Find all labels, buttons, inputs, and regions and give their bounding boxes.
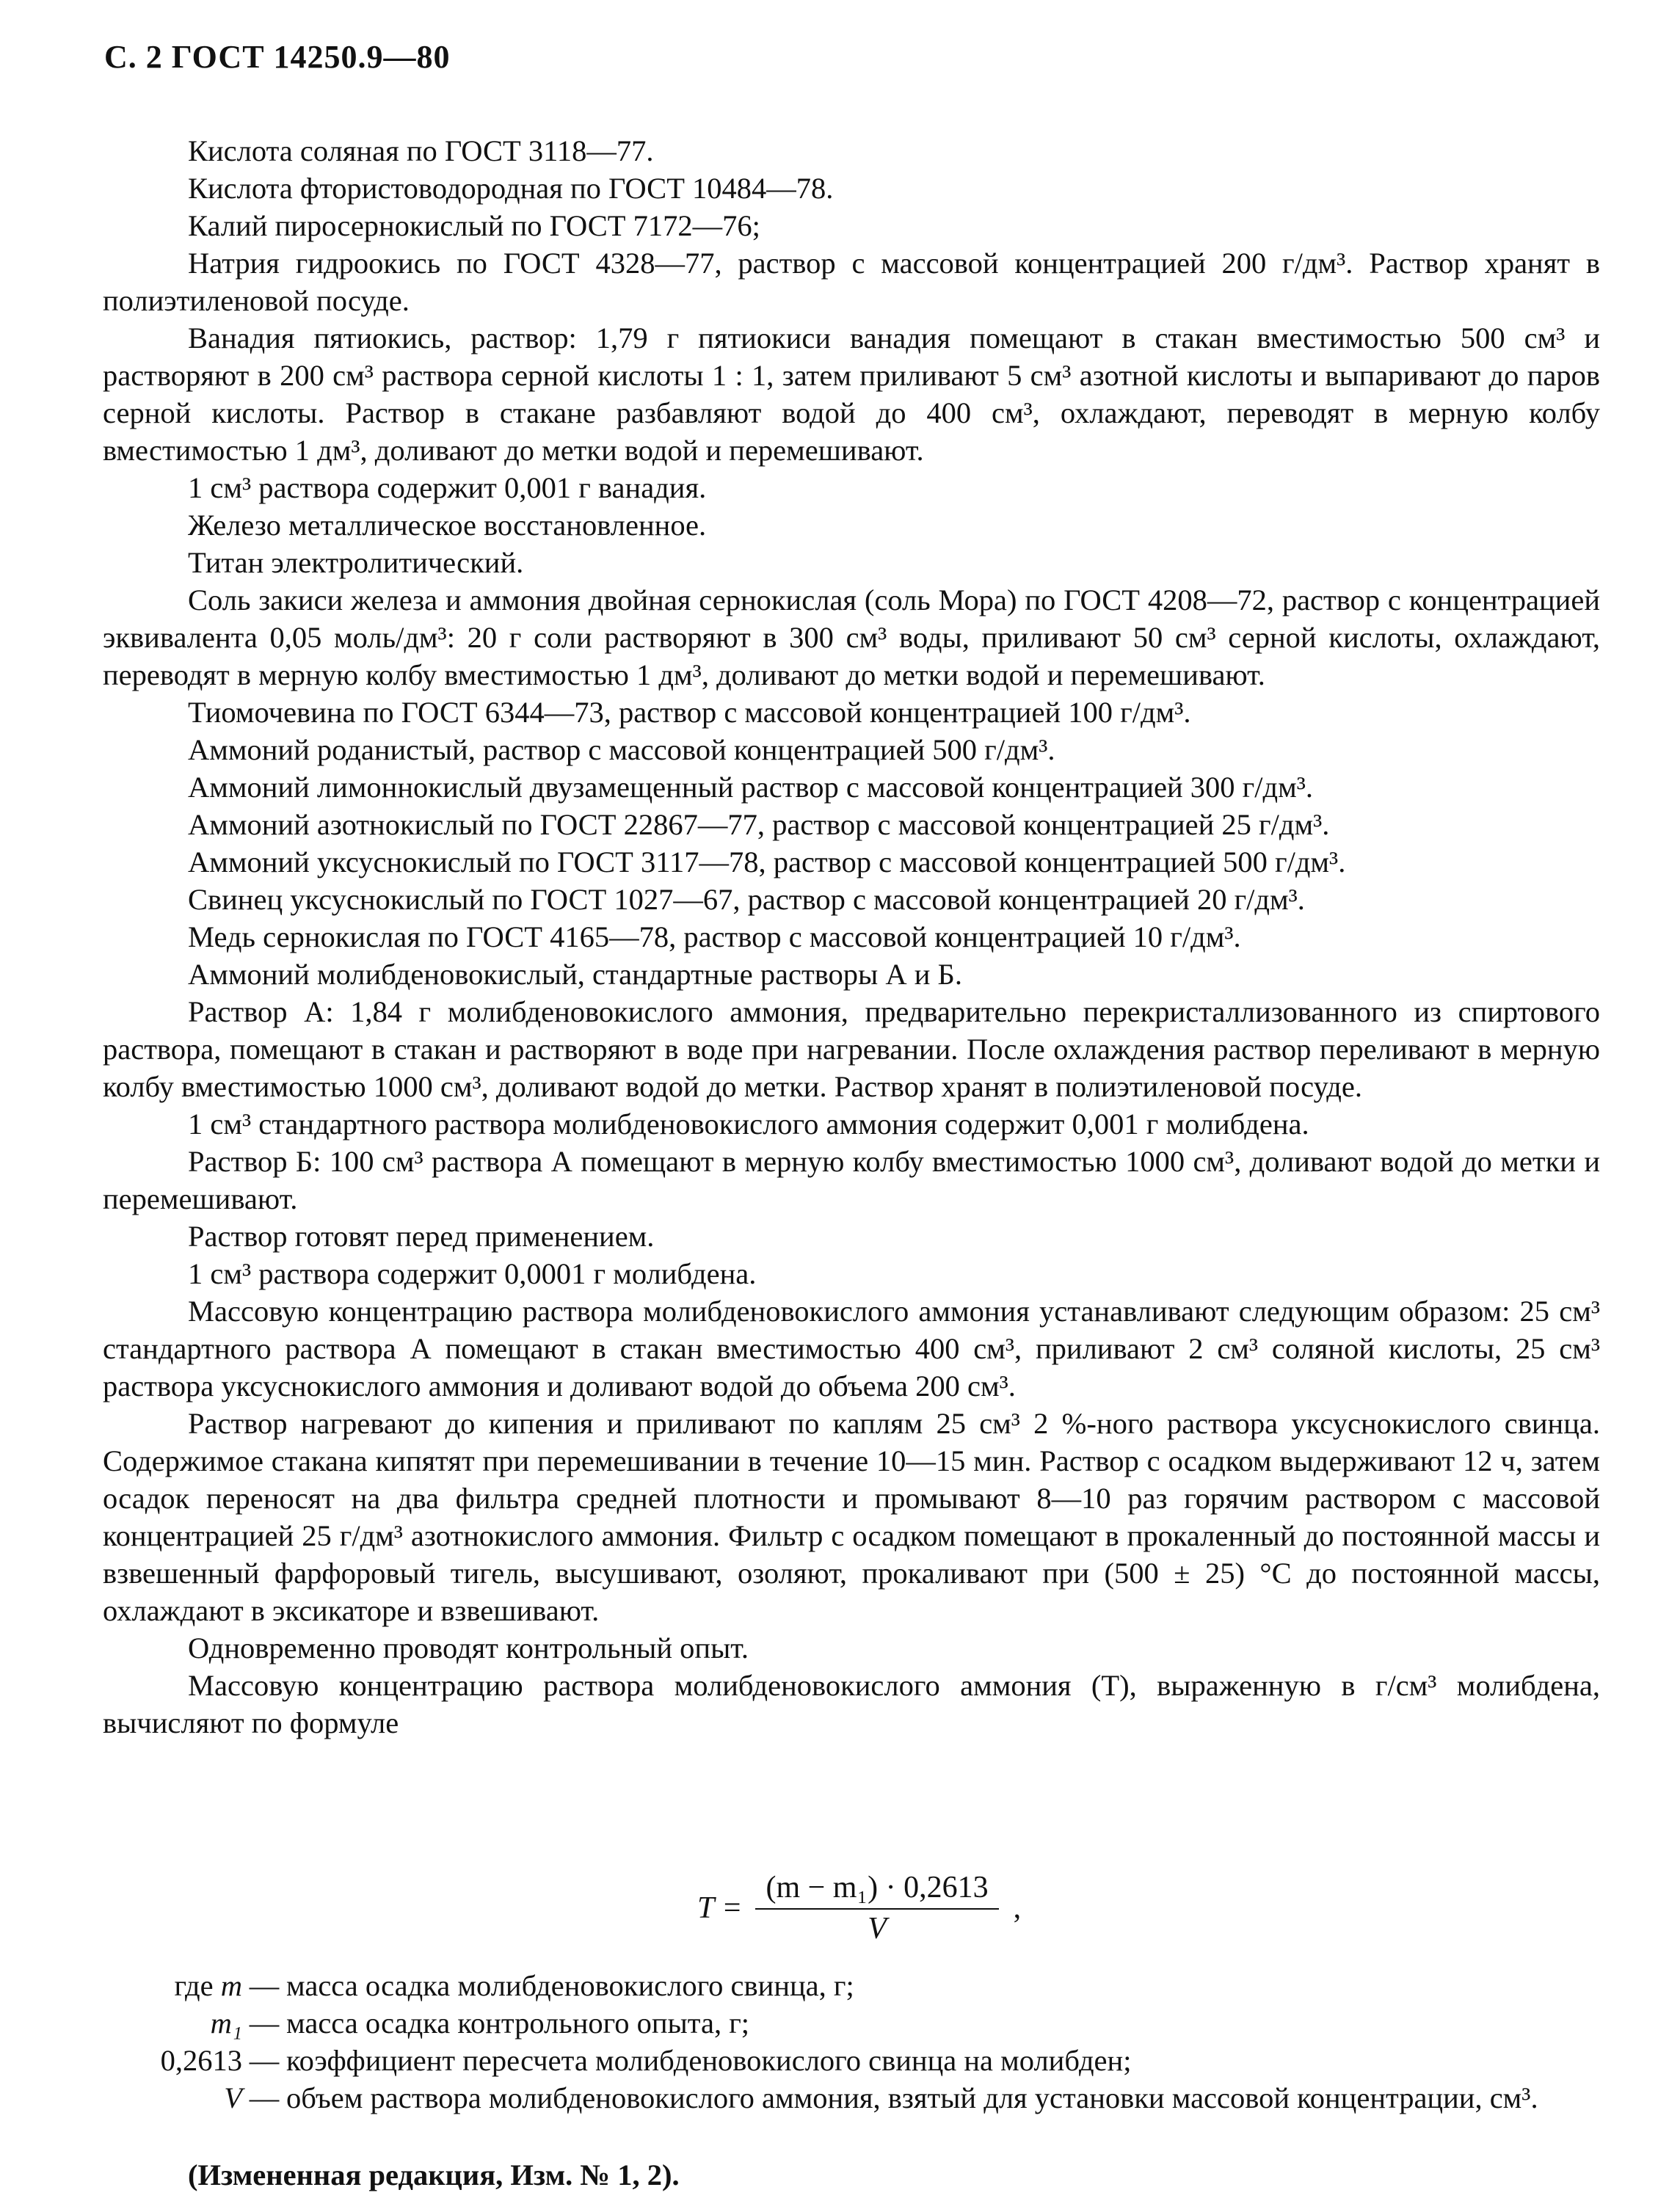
definition-row	[103, 2079, 1600, 2117]
paragraph: Тиомочевина по ГОСТ 6344—73, раствор с массовой концентрацией 100 г/дм³.	[188, 696, 1191, 729]
paragraph: Калий пиросернокислый по ГОСТ 7172—76;	[188, 209, 760, 242]
definition-term	[103, 2079, 242, 2117]
paragraph: Одновременно проводят контрольный опыт.	[188, 1631, 749, 1665]
definition-row	[103, 2042, 1600, 2079]
definition-text: объем раствора молибденовокислого аммония, взятый для установки массовой концентрации, см³.	[286, 2081, 1538, 2114]
paragraph: Аммоний уксуснокислый по ГОСТ 3117—78, раствор с массовой концентрацией 500 г/дм³.	[188, 845, 1346, 878]
term-symbol: V	[224, 2081, 242, 2114]
formula	[697, 1870, 1021, 1946]
paragraph: 1 см³ раствора содержит 0,001 г ванадия.	[188, 471, 707, 504]
paragraph: Раствор А: 1,84 г молибденовокислого аммония, предварительно перекристаллизованного из спиртового раствора, помещают в стакан и растворяют в воде при нагревании. После охлаждения раствор переливают в мерную колбу вместимостью 1000 см³, доливают водой до метки. Раствор хранят в полиэтиленовой посуде.	[103, 995, 1600, 1103]
definition-term: 0,2613	[160, 2044, 242, 2077]
body-text	[103, 132, 1600, 1742]
variable-definitions	[103, 1967, 1600, 2117]
page-header: С. 2 ГОСТ 14250.9—80	[104, 39, 451, 75]
term-symbol: m₁	[210, 2007, 242, 2040]
definition-dash: —	[249, 2081, 280, 2114]
definition-text: масса осадка молибденовокислого свинца, г;	[286, 1969, 854, 2002]
formula-fraction	[755, 1870, 998, 1946]
paragraph: Массовую концентрацию раствора молибденовокислого аммония (Т), выраженную в г/см³ молибдена, вычисляют по формуле	[103, 1669, 1600, 1739]
paragraph: 1 см³ раствора содержит 0,0001 г молибдена.	[188, 1257, 757, 1290]
paragraph: Кислота фтористоводородная по ГОСТ 10484—78.	[188, 172, 834, 205]
paragraph: Железо металлическое восстановленное.	[188, 509, 707, 542]
paragraph: Титан электролитический.	[188, 546, 524, 579]
paragraph: Свинец уксуснокислый по ГОСТ 1027—67, раствор с массовой концентрацией 20 г/дм³.	[188, 883, 1305, 916]
amendment-note: (Измененная редакция, Изм. № 1, 2).	[188, 2158, 680, 2191]
definition-text: коэффициент пересчета молибденовокислого свинца на молибден;	[286, 2044, 1132, 2077]
definition-dash: —	[249, 2007, 280, 2040]
paragraph: Массовую концентрацию раствора молибденовокислого аммония устанавливают следующим образом: 25 см³ стандартного раствора А помещают в стакан вместимостью 400 см³, приливают 2 см³ соляной кислоты, 25 см³ раствора уксуснокислого аммония и доливают водой до объема 200 см³.	[103, 1295, 1600, 1402]
paragraph: Раствор Б: 100 см³ раствора А помещают в мерную колбу вместимостью 1000 см³, доливают водой до метки и перемешивают.	[103, 1145, 1600, 1215]
paragraph: Аммоний молибденовокислый, стандартные растворы А и Б.	[188, 958, 962, 991]
where-prefix: где	[174, 1969, 214, 2002]
definition-dash: —	[249, 2044, 280, 2077]
formula-suffix: ,	[1013, 1891, 1022, 1925]
paragraph: 1 см³ стандартного раствора молибденовокислого аммония содержит 0,001 г молибдена.	[188, 1107, 1309, 1140]
paragraph: Медь сернокислая по ГОСТ 4165—78, раствор с массовой концентрацией 10 г/дм³.	[188, 920, 1241, 953]
definition-term	[103, 2004, 242, 2042]
paragraph: Раствор готовят перед применением.	[188, 1220, 655, 1253]
formula-numerator: (m − m₁) · 0,2613	[755, 1870, 998, 1910]
paragraph: Кислота соляная по ГОСТ 3118—77.	[188, 134, 654, 167]
definition-row	[103, 2004, 1600, 2042]
definition-text: масса осадка контрольного опыта, г;	[286, 2007, 750, 2040]
formula-denominator: V	[868, 1912, 887, 1946]
definition-dash: —	[249, 1969, 280, 2002]
term-symbol: m	[220, 1969, 242, 2002]
paragraph: Раствор нагревают до кипения и приливают по каплям 25 см³ 2 %-ного раствора уксуснокислого свинца. Содержимое стакана кипятят при перемешивании в течение 10—15 мин. Раствор с осадком выдерживают 12 ч, затем осадок переносят на два фильтра средней плотности и промывают 8—10 раз горячим раствором с массовой концентрацией 25 г/дм³ азотнокислого аммония. Фильтр с осадком помещают в прокаленный до постоянной массы и взвешенный фарфоровый тигель, высушивают, озоляют, прокаливают при (500 ± 25) °С до постоянной массы, охлаждают в эксикаторе и взвешивают.	[103, 1407, 1600, 1627]
paragraph: Аммоний лимоннокислый двузамещенный раствор с массовой концентрацией 300 г/дм³.	[188, 771, 1314, 804]
formula-lhs: T =	[697, 1891, 743, 1925]
paragraph: Аммоний азотнокислый по ГОСТ 22867—77, раствор с массовой концентрацией 25 г/дм³.	[188, 808, 1330, 841]
definition-term	[103, 1967, 242, 2004]
paragraph: Соль закиси железа и аммония двойная сернокислая (соль Мора) по ГОСТ 4208—72, раствор с концентрацией эквивалента 0,05 моль/дм³: 20 г соли растворяют в 300 см³ воды, приливают 50 см³ серной кислоты, охлаждают, переводят в мерную колбу вместимостью 1 дм³, доливают до метки водой и перемешивают.	[103, 583, 1600, 691]
paragraph: Аммоний роданистый, раствор с массовой концентрацией 500 г/дм³.	[188, 733, 1055, 766]
paragraph: Натрия гидроокись по ГОСТ 4328—77, раствор с массовой концентрацией 200 г/дм³. Раствор хранят в полиэтиленовой посуде.	[103, 247, 1600, 317]
paragraph: Ванадия пятиокись, раствор: 1,79 г пятиокиси ванадия помещают в стакан вместимостью 500 см³ и растворяют в 200 см³ раствора серной кислоты 1 : 1, затем приливают 5 см³ азотной кислоты и выпаривают до паров серной кислоты. Раствор в стакане разбавляют водой до 400 см³, охлаждают, переводят в мерную колбу вместимостью 1 дм³, доливают до метки водой и перемешивают.	[103, 321, 1600, 467]
definition-row	[103, 1967, 1600, 2004]
